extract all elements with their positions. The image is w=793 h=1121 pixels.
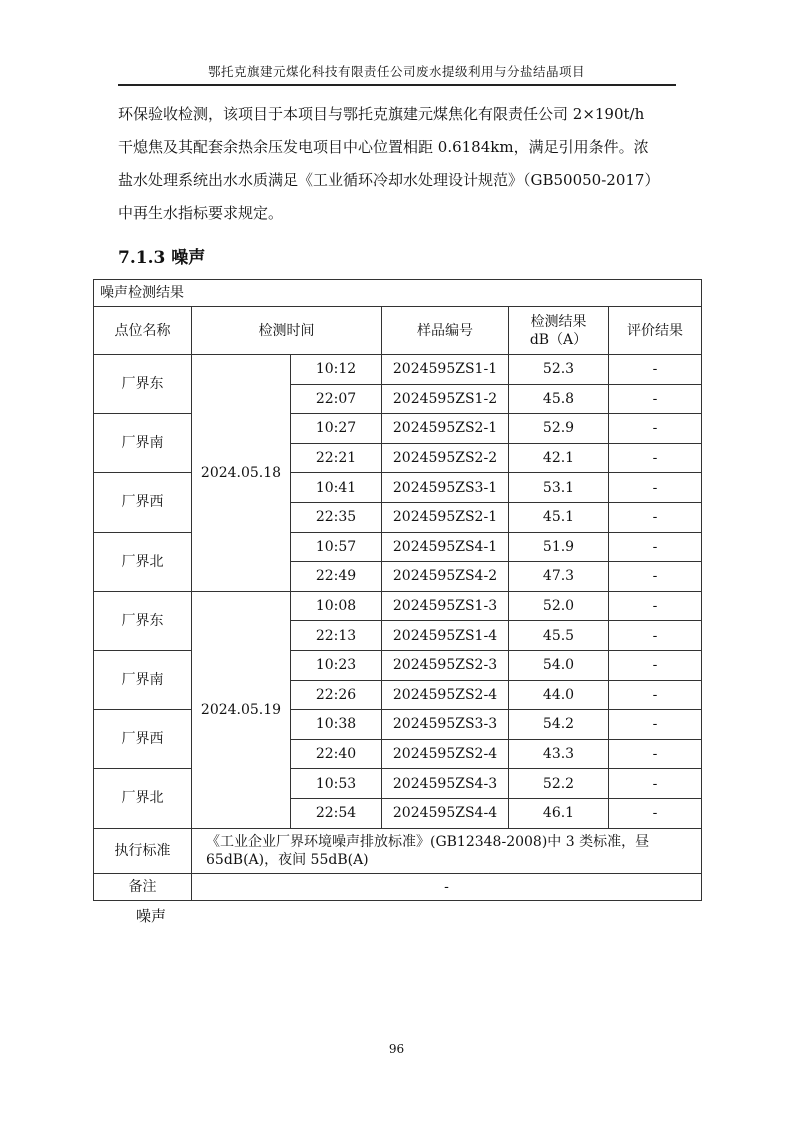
point-name-cell: 厂界东 xyxy=(94,591,192,650)
table-row xyxy=(94,414,702,444)
paragraph-line: 中再生水指标要求规定。 xyxy=(118,204,284,222)
point-name-cell: 厂界北 xyxy=(94,769,192,828)
result-cell: 42.1 xyxy=(509,443,609,473)
point-name-cell: 厂界西 xyxy=(94,710,192,769)
sample-id-cell: 2024595ZS4-2 xyxy=(382,562,509,592)
header-test-time: 检测时间 xyxy=(192,307,382,355)
time-cell: 22:13 xyxy=(291,621,382,651)
evaluation-cell: - xyxy=(609,502,702,532)
evaluation-cell: - xyxy=(609,562,702,592)
result-cell: 45.5 xyxy=(509,621,609,651)
time-cell: 10:41 xyxy=(291,473,382,503)
table-row xyxy=(94,769,702,799)
evaluation-cell: - xyxy=(609,798,702,828)
result-cell: 54.2 xyxy=(509,710,609,740)
sample-id-cell: 2024595ZS2-4 xyxy=(382,680,509,710)
time-cell: 10:57 xyxy=(291,532,382,562)
test-date-cell: 2024.05.18 xyxy=(192,355,291,592)
sample-id-cell: 2024595ZS4-1 xyxy=(382,532,509,562)
result-cell: 52.2 xyxy=(509,769,609,799)
evaluation-cell: - xyxy=(609,384,702,414)
evaluation-cell: - xyxy=(609,355,702,385)
result-cell: 46.1 xyxy=(509,798,609,828)
table-caption: 噪声检测结果 xyxy=(94,280,702,307)
result-cell: 45.1 xyxy=(509,502,609,532)
standard-row xyxy=(94,828,702,873)
time-cell: 22:35 xyxy=(291,502,382,532)
page-number: 96 xyxy=(388,1042,405,1056)
header-divider xyxy=(118,84,676,86)
header-result-label: 检测结果 xyxy=(530,313,587,330)
evaluation-cell: - xyxy=(609,650,702,680)
sample-id-cell: 2024595ZS2-4 xyxy=(382,739,509,769)
header-point-name: 点位名称 xyxy=(94,307,192,355)
table-row xyxy=(94,710,702,740)
result-cell: 47.3 xyxy=(509,562,609,592)
time-cell: 10:23 xyxy=(291,650,382,680)
evaluation-cell: - xyxy=(609,473,702,503)
standard-text-line: 《工业企业厂界环境噪声排放标准》(GB12348-2008)中 3 类标准，昼 xyxy=(206,833,650,850)
sample-id-cell: 2024595ZS1-4 xyxy=(382,621,509,651)
time-cell: 22:21 xyxy=(291,443,382,473)
table-row xyxy=(94,355,702,385)
remark-row xyxy=(94,873,702,900)
header-result-unit: dB（A） xyxy=(529,331,588,348)
page-header: 鄂托克旗建元煤化科技有限责任公司废水提级利用与分盐结晶项目 xyxy=(207,64,585,79)
noise-results-table xyxy=(93,279,702,901)
time-cell: 10:08 xyxy=(291,591,382,621)
sample-id-cell: 2024595ZS4-4 xyxy=(382,798,509,828)
point-name-cell: 厂界南 xyxy=(94,650,192,709)
sample-id-cell: 2024595ZS1-1 xyxy=(382,355,509,385)
result-cell: 44.0 xyxy=(509,680,609,710)
sample-id-cell: 2024595ZS2-3 xyxy=(382,650,509,680)
result-cell: 52.9 xyxy=(509,414,609,444)
header-sample-id: 样品编号 xyxy=(382,307,509,355)
evaluation-cell: - xyxy=(609,769,702,799)
header-evaluation: 评价结果 xyxy=(609,307,702,355)
result-cell: 52.0 xyxy=(509,591,609,621)
result-cell: 53.1 xyxy=(509,473,609,503)
sample-id-cell: 2024595ZS1-3 xyxy=(382,591,509,621)
result-cell: 54.0 xyxy=(509,650,609,680)
trailing-caption: 噪声 xyxy=(136,907,167,925)
result-cell: 52.3 xyxy=(509,355,609,385)
sample-id-cell: 2024595ZS2-2 xyxy=(382,443,509,473)
paragraph-line: 干熄焦及其配套余热余压发电项目中心位置相距 0.6184km，满足引用条件。浓 xyxy=(118,138,649,156)
section-title: 7.1.3 噪声 xyxy=(118,248,206,268)
time-cell: 22:26 xyxy=(291,680,382,710)
point-name-cell: 厂界南 xyxy=(94,414,192,473)
time-cell: 22:07 xyxy=(291,384,382,414)
evaluation-cell: - xyxy=(609,710,702,740)
evaluation-cell: - xyxy=(609,621,702,651)
standard-text-line: 65dB(A)，夜间 55dB(A) xyxy=(206,851,369,868)
remark-label: 备注 xyxy=(94,873,192,900)
result-cell: 51.9 xyxy=(509,532,609,562)
paragraph-line: 环保验收检测，该项目于本项目与鄂托克旗建元煤焦化有限责任公司 2×190t/h xyxy=(118,105,645,123)
standard-value xyxy=(192,828,702,873)
table-row xyxy=(94,650,702,680)
table-row xyxy=(94,473,702,503)
evaluation-cell: - xyxy=(609,532,702,562)
evaluation-cell: - xyxy=(609,680,702,710)
evaluation-cell: - xyxy=(609,443,702,473)
sample-id-cell: 2024595ZS1-2 xyxy=(382,384,509,414)
time-cell: 22:54 xyxy=(291,798,382,828)
result-cell: 45.8 xyxy=(509,384,609,414)
time-cell: 10:53 xyxy=(291,769,382,799)
sample-id-cell: 2024595ZS2-1 xyxy=(382,414,509,444)
result-cell: 43.3 xyxy=(509,739,609,769)
time-cell: 10:38 xyxy=(291,710,382,740)
table-row xyxy=(94,591,702,621)
evaluation-cell: - xyxy=(609,591,702,621)
sample-id-cell: 2024595ZS4-3 xyxy=(382,769,509,799)
time-cell: 22:49 xyxy=(291,562,382,592)
header-test-result xyxy=(509,307,609,355)
body-paragraph xyxy=(118,98,698,230)
test-date-cell: 2024.05.19 xyxy=(192,591,291,828)
point-name-cell: 厂界西 xyxy=(94,473,192,532)
point-name-cell: 厂界北 xyxy=(94,532,192,591)
sample-id-cell: 2024595ZS3-1 xyxy=(382,473,509,503)
remark-value: - xyxy=(192,873,702,900)
paragraph-line: 盐水处理系统出水水质满足《工业循环冷却水处理设计规范》（GB50050-2017） xyxy=(118,171,660,189)
time-cell: 10:12 xyxy=(291,355,382,385)
time-cell: 10:27 xyxy=(291,414,382,444)
evaluation-cell: - xyxy=(609,739,702,769)
time-cell: 22:40 xyxy=(291,739,382,769)
sample-id-cell: 2024595ZS2-1 xyxy=(382,502,509,532)
point-name-cell: 厂界东 xyxy=(94,355,192,414)
sample-id-cell: 2024595ZS3-3 xyxy=(382,710,509,740)
table-row xyxy=(94,532,702,562)
evaluation-cell: - xyxy=(609,414,702,444)
standard-label: 执行标准 xyxy=(94,828,192,873)
